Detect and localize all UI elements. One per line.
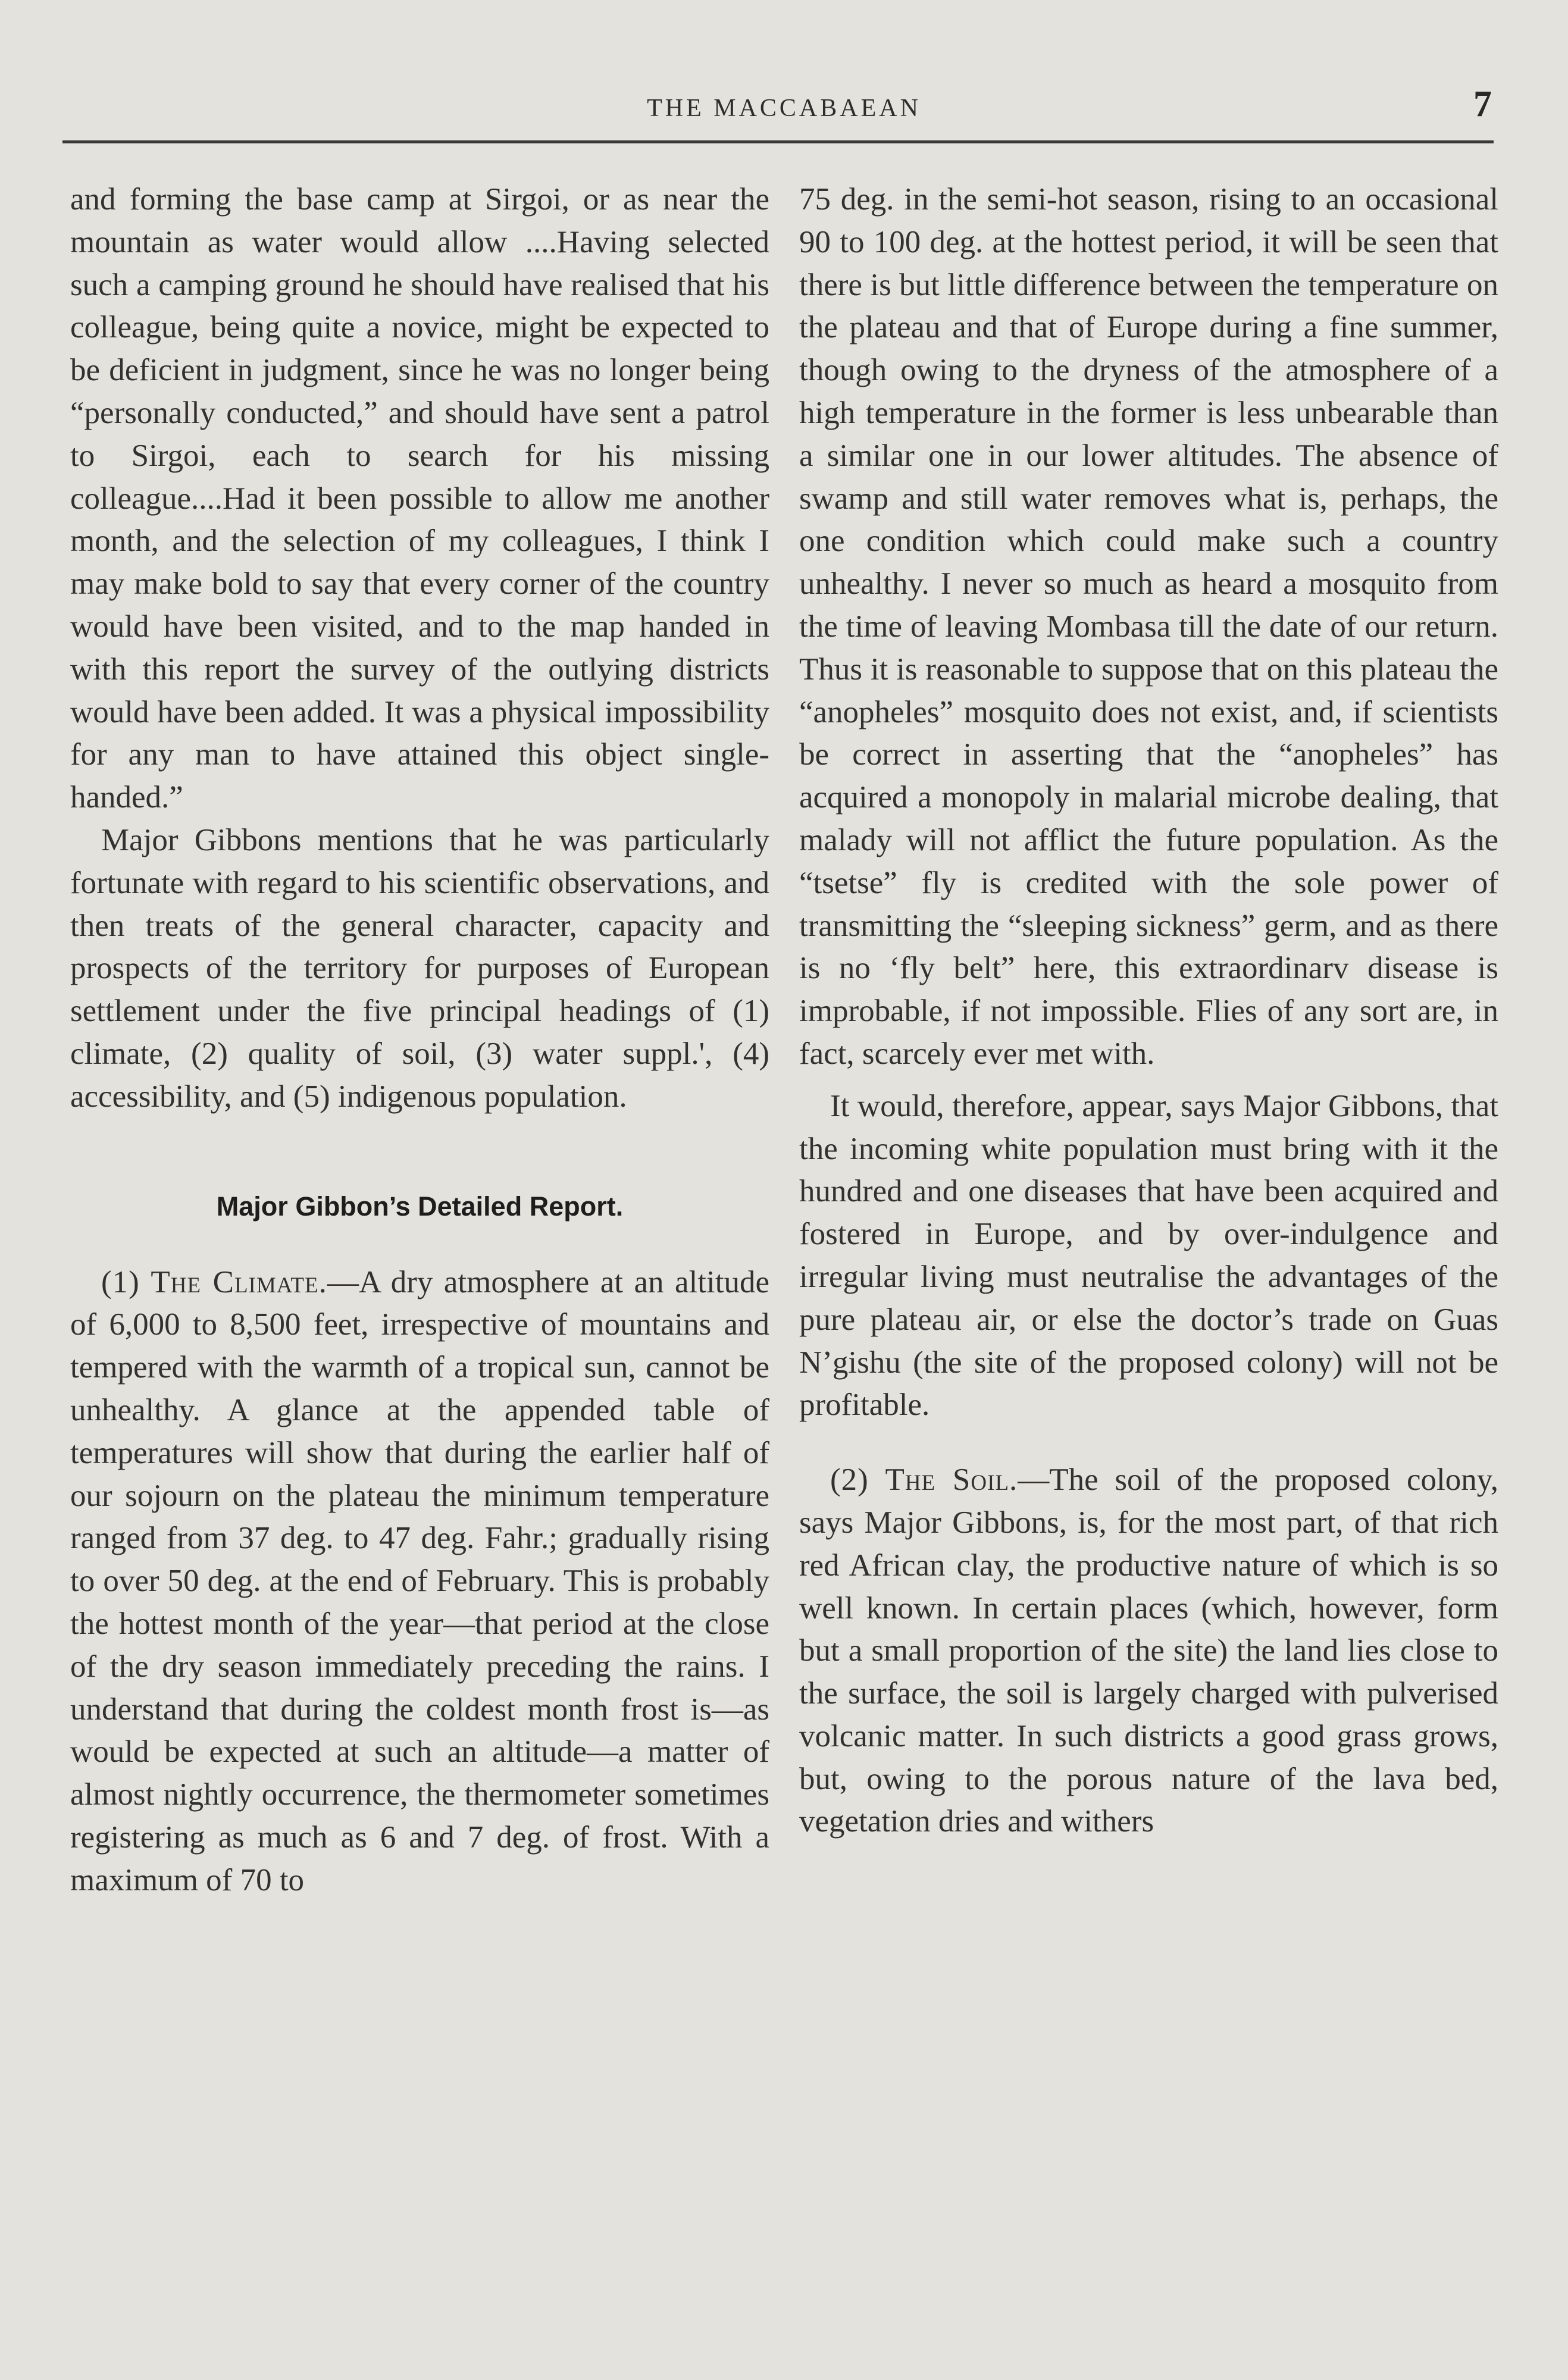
soil-text: —The soil of the proposed colony, says Major Gibbons, is, for the most part, of that rich red African clay, the productive nature of which is so well known. In certain places (which, however, form but a small proportion of the site) the land lies close to the surface, the soil is largely charged with pulverised volcanic matter. In such districts a good grass grows, but, owing to the porous nature of the lava bed, vegetation dries and withers — [799, 1463, 1498, 1839]
climate-subheading: (1) The Climate. — [101, 1264, 327, 1299]
soil-subheading: (2) The Soil. — [830, 1463, 1018, 1498]
running-title: THE MACCABAEAN — [647, 95, 921, 122]
left-paragraph-3 — [70, 1261, 769, 1902]
page-number: 7 — [1473, 84, 1492, 124]
right-paragraph-2: It would, therefore, appear, says Major Gibbons, that the incoming white population must bring with it the hundred and one diseases that have been acquired and fostered in Europe, and by over-indulgence and irregular living must neutralise the advantages of the pure plateau air, or else the doctor’s trade on Guas N’gishu (the site of the proposed colony) will not be profitable. — [799, 1088, 1498, 1423]
left-paragraph-2: Major Gibbons mentions that he was particularly fortunate with regard to his scientific observations, and then treats of the general character, capacity and prospects of the territory for purposes of European settlement under the five principal headings of (1) climate, (2) quality of soil, (3) water suppl.', (4) accessibility, and (5) indigenous population. — [70, 822, 769, 1114]
right-paragraph-1: 75 deg. in the semi-hot season, rising to an occasional 90 to 100 deg. at the hottest period, it will be seen that there is but little difference between the temperature on the plateau and that of Europe during a fine summer, though owing to the dryness of the atmosphere of a high temperature in the former is less unbearable than a similar one in our lower altitudes. The absence of swamp and still water removes what is, perhaps, the one condition which could make such a country unhealthy. I never so much as heard a mosquito from the time of leaving Mombasa till the date of our return. Thus it is reasonable to suppose that on this plateau the “anopheles” mosquito does not exist, and, if scientists be correct in asserting that the “anopheles” has acquired a monopoly in malarial microbe dealing, that malady will not afflict the future population. As the “tsetse” fly is credited with the sole power of transmitting the “sleeping sickness” germ, and as there is no ‘fly belt” here, this extraordinarv disease is improbable, if not impossible. Flies of any sort are, in fact, scarcely ever met with. — [799, 182, 1498, 1071]
section-heading: Major Gibbon’s Detailed Report. — [216, 1191, 624, 1222]
left-paragraph-1: and forming the base camp at Sirgoi, or as near the mountain as water would allow ....Having selected such a camping ground he should have realised that his colleague, being quite a novice, might be expected to be deficient in judgment, since he was no longer being “personally conducted,” and should have sent a patrol to Sirgoi, each to search for his missing colleague....Had it been possible to allow me another month, and the selection of my colleagues, I think I may make bold to say that every corner of the country would have been visited, and to the map handed in with this report the survey of the outlying districts would have been added. It was a physical impossibility for any man to have attained this object single-handed.” — [70, 182, 769, 815]
right-column — [799, 178, 1498, 1843]
right-paragraph-3 — [799, 1459, 1498, 1843]
left-column — [70, 178, 769, 1902]
header-rule — [62, 140, 1494, 143]
climate-text: —A dry atmosphere at an altitude of 6,000 to 8,500 feet, irrespective of mountains and tempered with the warmth of a tropical sun, cannot be unhealthy. A glance at the appended table of temperatures will show that during the earlier half of our sojourn on the plateau the minimum temperature ranged from 37 deg. to 47 deg. Fahr.; gradually rising to over 50 deg. at the end of February. This is probably the hottest month of the year—that period at the close of the dry season immediately preceding the rains. I understand that during the coldest month frost is—as would be expected at such an altitude—a matter of almost nightly occurrence, the thermometer sometimes registering as much as 6 and 7 deg. of frost. With a maximum of 70 to — [70, 1264, 769, 1897]
